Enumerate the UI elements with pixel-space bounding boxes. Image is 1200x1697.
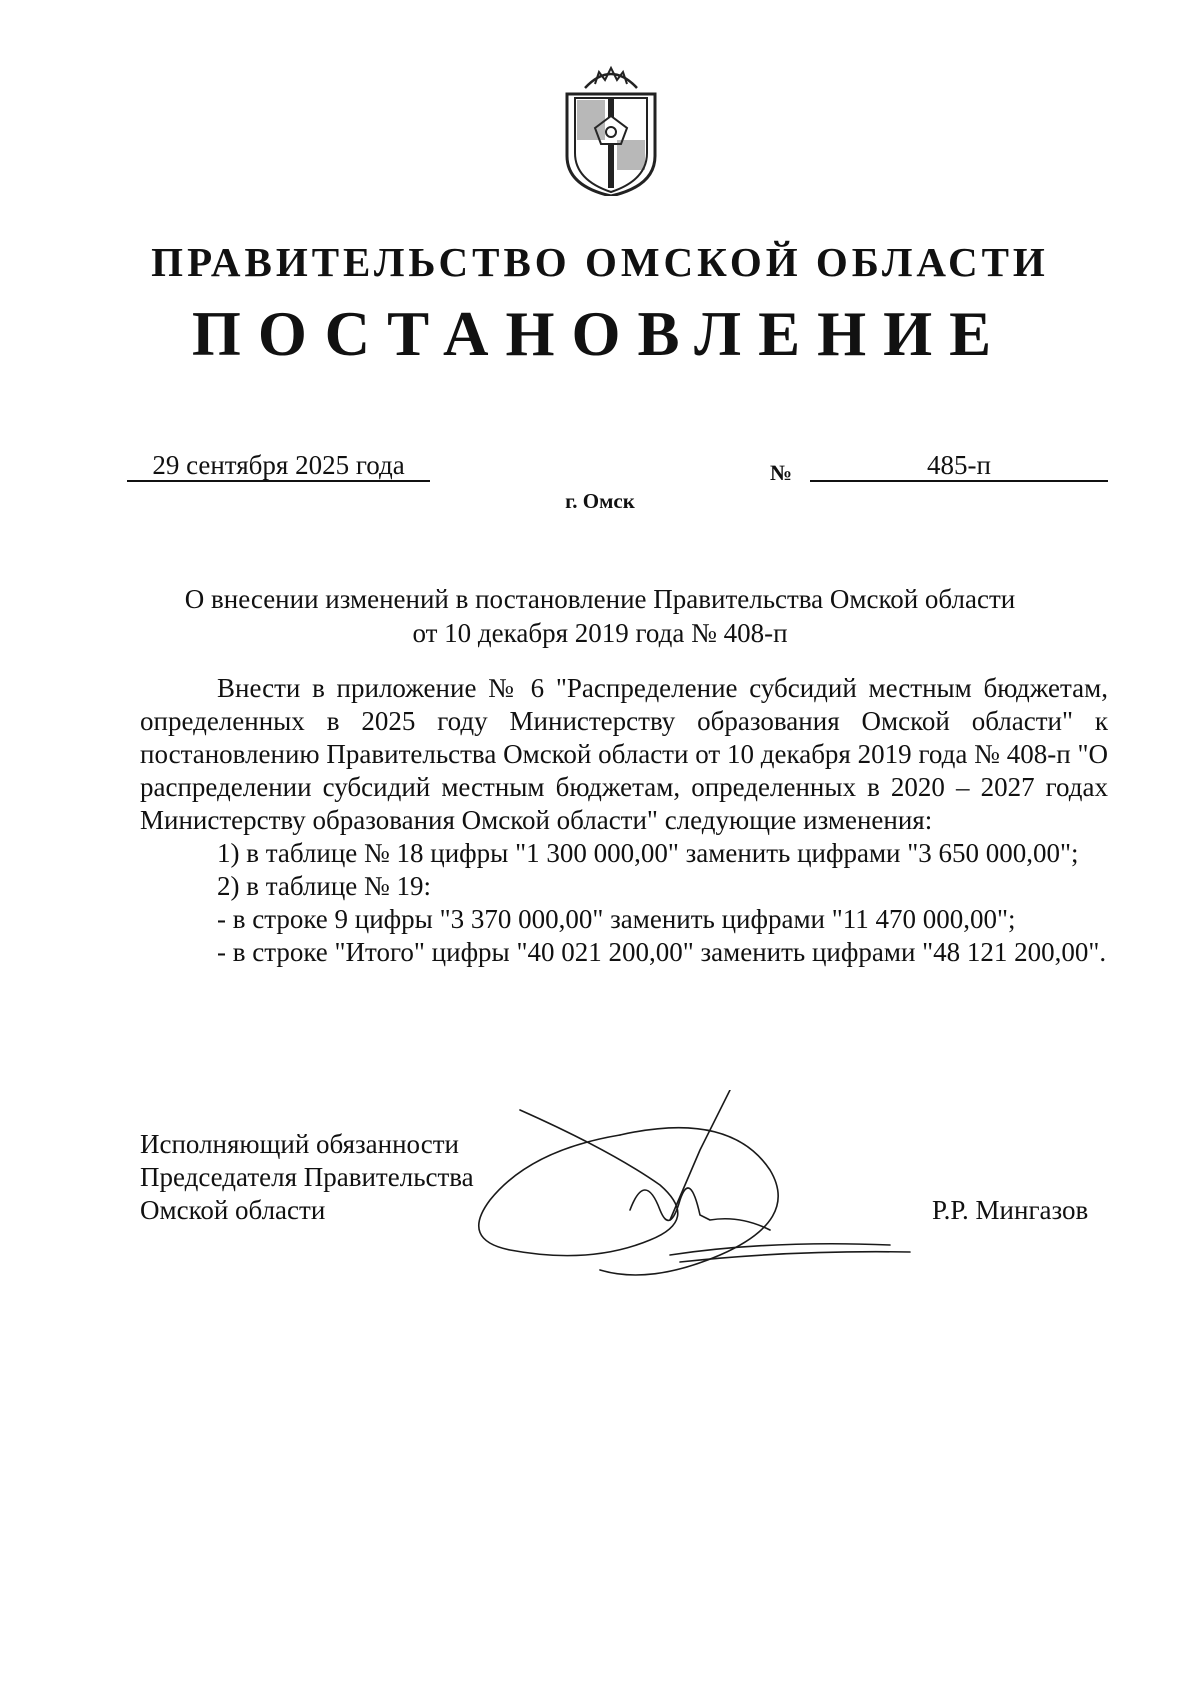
subject-line-1: О внесении изменений в постановление Правительства Омской области (184, 584, 1016, 614)
document-subject (140, 582, 1060, 650)
organization-title: ПРАВИТЕЛЬСТВО ОМСКОЙ ОБЛАСТИ (151, 239, 1049, 285)
document-date: 29 сентября 2025 года (127, 450, 430, 482)
position-line-1: Исполняющий обязанности (140, 1129, 459, 1159)
number-label: № (770, 460, 793, 485)
position-line-2: Председателя Правительства (140, 1162, 474, 1192)
city: г. Омск (565, 489, 635, 513)
handwritten-signature (470, 1090, 970, 1300)
coat-of-arms-icon (555, 58, 667, 196)
position-line-3: Омской области (140, 1195, 326, 1225)
document-body (140, 672, 1108, 969)
document-number: 485-п (810, 450, 1108, 482)
body-item-2a: - в строке 9 цифры "3 370 000,00" заменить цифрами "11 470 000,00"; (217, 904, 1016, 934)
signatory-name: Р.Р. Мингазов (932, 1195, 1089, 1225)
body-intro: Внести в приложение № 6 "Распределение субсидий местным бюджетам, определенных в 2025 году Министерству образования Омской области" к постановлению Правительства Омской области от 10 декабря 2019 года № 408-п "О распределении субсидий местным бюджетам, определенных в 2020 – 2027 годах Министерству образования Омской области" следующие изменения: (140, 673, 1108, 835)
signatory-position (140, 1128, 474, 1227)
subject-line-2: от 10 декабря 2019 года № 408-п (412, 618, 788, 648)
body-item-2: 2) в таблице № 19: (217, 871, 432, 901)
document-type-title: ПОСТАНОВЛЕНИЕ (191, 299, 1009, 369)
body-item-1: 1) в таблице № 18 цифры "1 300 000,00" заменить цифрами "3 650 000,00"; (217, 838, 1079, 868)
body-item-2b: - в строке "Итого" цифры "40 021 200,00" заменить цифрами "48 121 200,00". (217, 937, 1107, 967)
